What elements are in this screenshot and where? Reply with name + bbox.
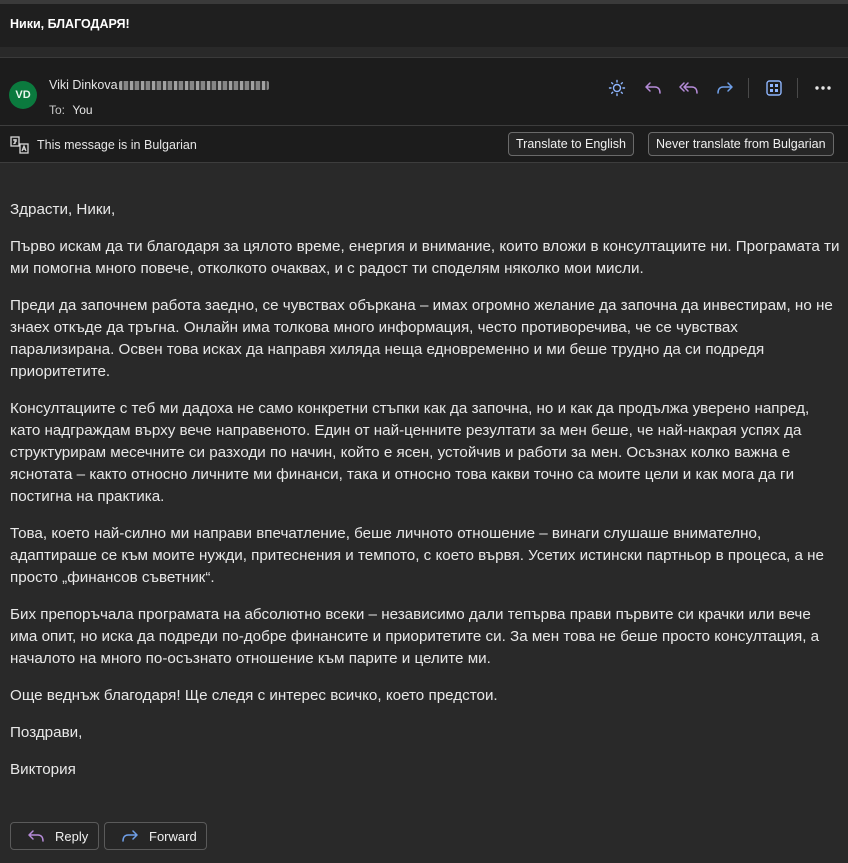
reply-label: Reply (55, 828, 89, 844)
avatar[interactable]: VD (9, 81, 37, 109)
translation-message: This message is in Bulgarian (37, 138, 197, 152)
message-body (10, 199, 840, 796)
recipient-line (49, 103, 93, 117)
body-paragraph: Преди да започнем работа заедно, се чувствах объркана – имах огромно желание да започна да инвестирам, но не знаех откъде да тръгна. Онлайн има толкова много информация, често противоречива, че се чувствах парализирана. Освен това исках да направя хиляда неща едновременно и ми беше трудно да си подредя приоритетите. (10, 297, 833, 380)
body-paragraph: Това, което най-силно ми направи впечатление, беше личното отношение – винаги слушаше внимателно, адаптираше се към моите нужди, притеснения и темпото, с което вървя. Усетих истински партньор в процеса, а не просто „финансов съветник“. (10, 525, 824, 586)
forward-button[interactable] (104, 822, 207, 850)
body-paragraph: Още веднъж благодаря! Ще следя с интерес всичко, което предстои. (10, 687, 498, 704)
body-paragraph: Консултациите с теб ми дадоха не само конкретни стъпки как да започна, но и как да продължа уверено напред, като надграждам върху вече направеното. Един от най-ценните резултати за мен беше, че най-накрая успях да структурирам месечните си разходи по начин, който е ясен, устойчив и работи за мен. Осъзнах колко важна е яснотата – както относно личните ми финанси, така и относно това какви точно са моите цели и как мога да ги постигна на практика. (10, 400, 810, 505)
forward-icon (121, 829, 139, 843)
sun-icon[interactable] (606, 77, 628, 99)
reply-icon[interactable] (642, 77, 664, 99)
signature: Виктория (10, 761, 76, 778)
subject-bar (0, 0, 848, 47)
translate-icon (10, 135, 30, 155)
greeting: Здрасти, Ники, (10, 201, 116, 218)
body-paragraph: Първо искам да ти благодаря за цялото време, енергия и внимание, които вложи в консултациите ни. Програмата ти ми помогна много повече, отколкото очаквах, и с радост ти споделям няколко мои мисли. (10, 238, 840, 277)
toolbar-divider (797, 78, 798, 98)
sender-name[interactable]: Viki Dinkova (49, 78, 118, 92)
translation-bar (0, 125, 848, 163)
translate-button[interactable]: Translate to English (508, 132, 634, 156)
email-subject: Ники, БЛАГОДАРЯ! (10, 17, 130, 31)
message-toolbar (592, 77, 834, 99)
reply-all-icon[interactable] (678, 77, 700, 99)
message-header (0, 57, 848, 125)
reply-icon (27, 829, 45, 843)
apps-icon[interactable] (763, 77, 785, 99)
redacted-email (119, 81, 269, 90)
never-translate-button[interactable]: Never translate from Bulgarian (648, 132, 834, 156)
reply-button[interactable] (10, 822, 99, 850)
sender-line (49, 78, 269, 92)
closing: Поздрави, (10, 724, 83, 741)
forward-icon[interactable] (714, 77, 736, 99)
toolbar-divider (748, 78, 749, 98)
forward-label: Forward (149, 828, 197, 844)
more-icon[interactable] (812, 77, 834, 99)
to-recipient[interactable]: You (72, 103, 93, 117)
to-label: To: (49, 103, 66, 117)
body-paragraph: Бих препоръчала програмата на абсолютно всеки – независимо дали тепърва прави първите си крачки или вече има опит, но иска да подреди по-добре финансите и приоритетите си. За мен това не беше просто консултация, а началото на много по-осъзнато отношение към парите и целите ми. (10, 606, 820, 667)
